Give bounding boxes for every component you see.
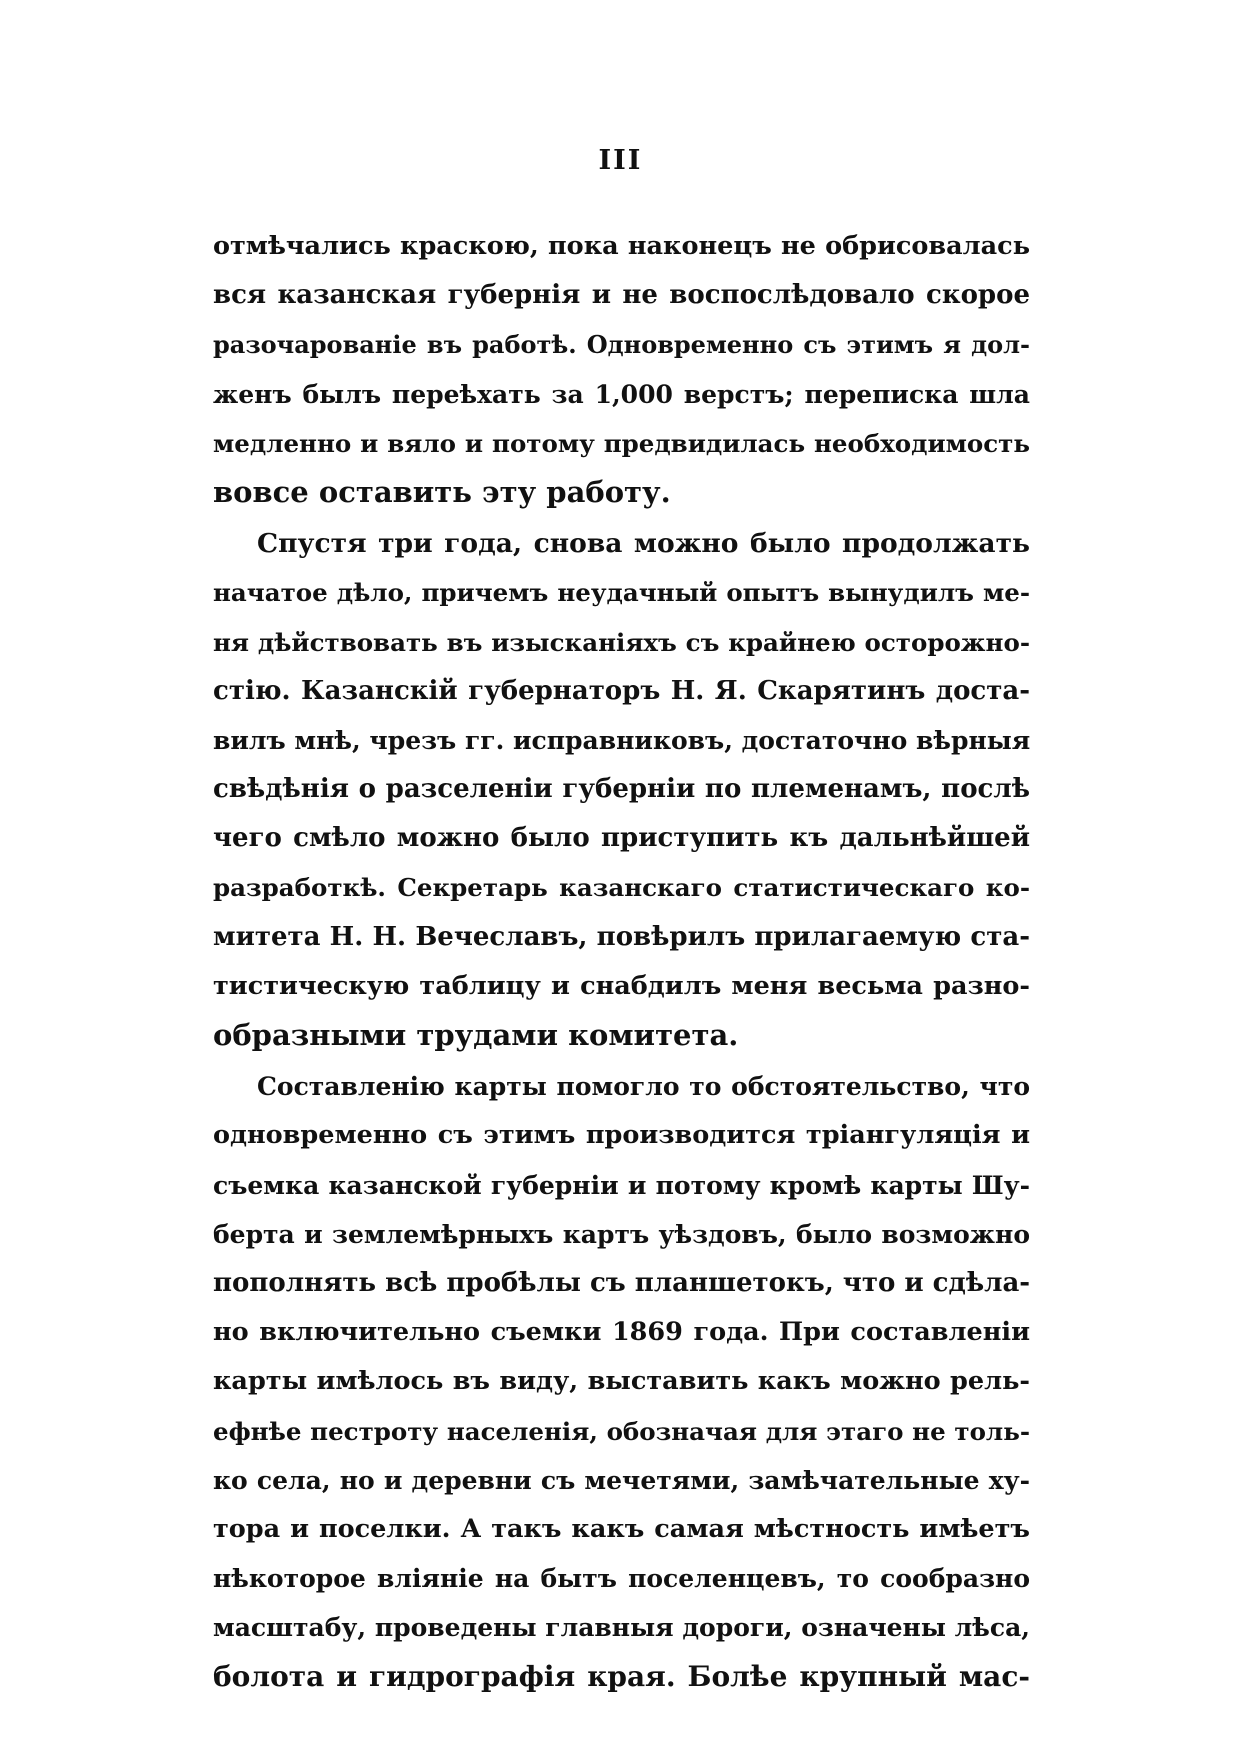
text-line: образными трудами комитета. bbox=[213, 1018, 739, 1052]
text-line: нѣкоторое вліяніе на бытъ поселенцевъ, то сообразно bbox=[213, 1564, 1030, 1594]
text-line: Составленію карты помогло то обстоятельство, что bbox=[257, 1072, 1030, 1102]
text-line: пополнять всѣ пробѣлы съ планшетокъ, что и сдѣла- bbox=[213, 1267, 1030, 1298]
text-line: начатое дѣло, причемъ неудачный опытъ вынудилъ ме- bbox=[213, 578, 1030, 608]
text-line: свѣдѣнія о разселеніи губерніи по племенамъ, послѣ bbox=[213, 774, 1030, 805]
text-line: разработкѣ. Секретарь казанскаго статистическаго ко- bbox=[213, 873, 1030, 903]
text-line: отмѣчались краскою, пока наконецъ не обрисовалась bbox=[213, 231, 1030, 261]
text-line: тора и поселки. А такъ какъ самая мѣстность имѣетъ bbox=[213, 1513, 1030, 1544]
text-line: карты имѣлось въ виду, выставить какъ можно рель- bbox=[213, 1366, 1030, 1397]
text-line: вилъ мнѣ, чрезъ гг. исправниковъ, достаточно вѣрныя bbox=[213, 725, 1030, 755]
paragraph-2 bbox=[213, 519, 1030, 1060]
text-line: съемка казанской губерніи и потому кромѣ карты Шу- bbox=[213, 1170, 1030, 1200]
text-line: ефнѣе пестроту населенія, обозначая для этаго не толь- bbox=[213, 1416, 1030, 1446]
text-line: разочарованіе въ работѣ. Одновременно съ этимъ я дол- bbox=[213, 330, 1030, 360]
text-line: Спустя три года, снова можно было продолжать bbox=[257, 528, 1030, 560]
text-line: масштабу, проведены главныя дороги, означены лѣса, bbox=[213, 1613, 1030, 1643]
page-number: III bbox=[598, 145, 643, 176]
text-line: вся казанская губернія и не воспослѣдовало скорое bbox=[213, 280, 1030, 311]
text-line: ня дѣйствовать въ изысканіяхъ съ крайнею осторожно- bbox=[213, 627, 1030, 657]
text-line: берта и землемѣрныхъ картъ уѣздовъ, было возможно bbox=[213, 1219, 1030, 1249]
paragraph-3 bbox=[213, 1062, 1030, 1701]
text-line: чего смѣло можно было приступить къ дальнѣйшей bbox=[213, 823, 1030, 854]
page-text bbox=[213, 222, 1030, 1702]
text-line: болота и гидрографія края. Болѣе крупный мас- bbox=[213, 1660, 1030, 1694]
text-line: стію. Казанскій губернаторъ Н. Я. Скарятинъ доста- bbox=[213, 675, 1030, 706]
text-line: но включительно съемки 1869 года. При составленіи bbox=[213, 1317, 1030, 1348]
text-line: вовсе оставить эту работу. bbox=[213, 474, 671, 509]
text-line: митета Н. Н. Вечеславъ, повѣрилъ прилагаемую ста- bbox=[213, 921, 1030, 952]
paragraph-1 bbox=[213, 222, 1030, 517]
text-line: женъ былъ переѣхать за 1,000 верстъ; переписка шла bbox=[213, 379, 1030, 409]
text-line: ко села, но и деревни съ мечетями, замѣчательные ху- bbox=[213, 1465, 1030, 1495]
text-line: медленно и вяло и потому предвидилась необходимость bbox=[213, 428, 1030, 458]
text-line: тистическую таблицу и снабдилъ меня весьма разно- bbox=[213, 970, 1030, 1001]
text-line: одновременно съ этимъ производится тріангуляція и bbox=[213, 1120, 1030, 1151]
